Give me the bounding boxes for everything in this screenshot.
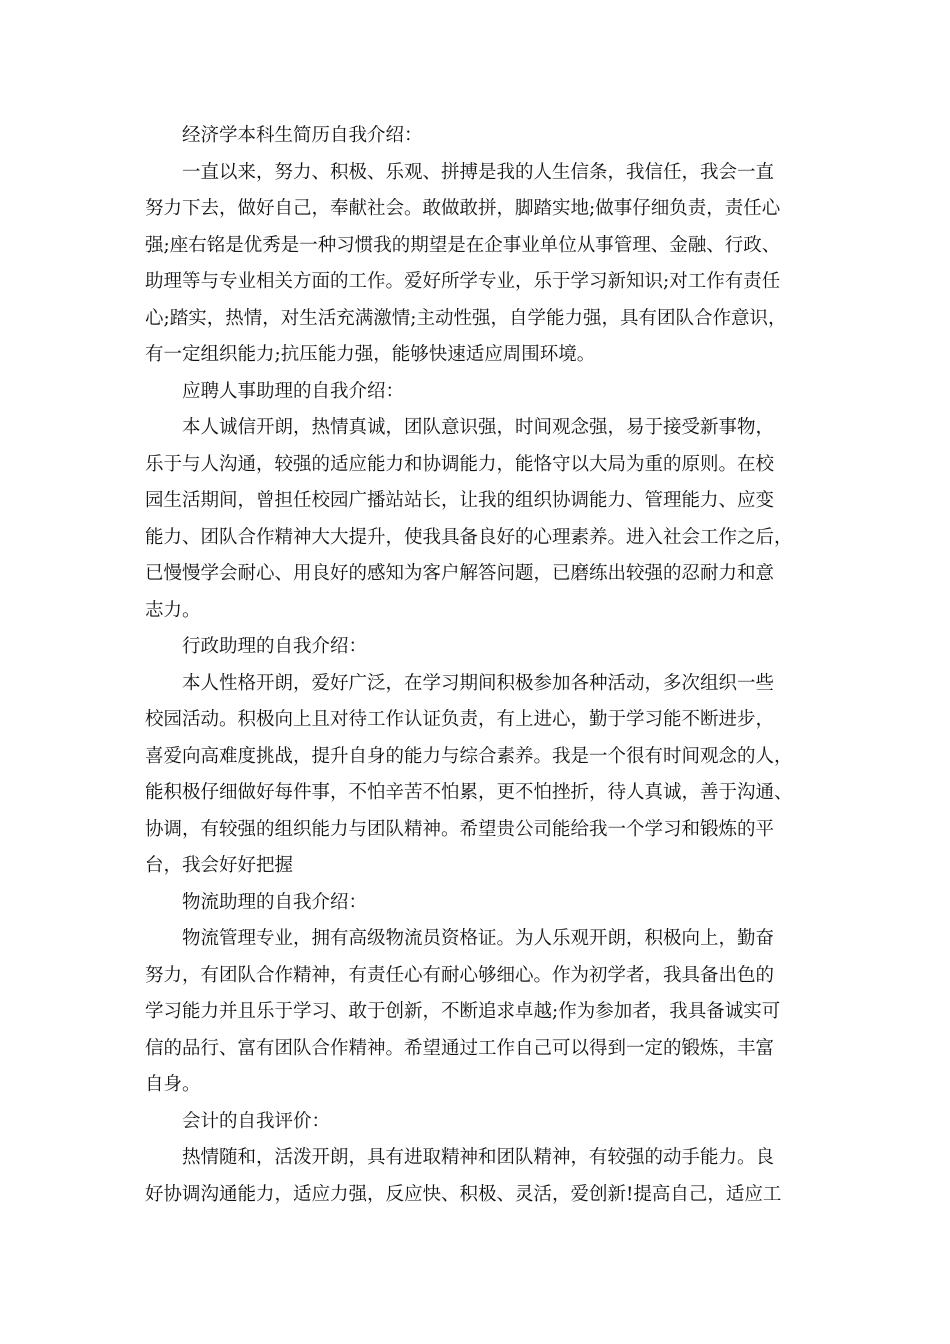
paragraph-line: 台，我会好好把握 (145, 855, 294, 876)
paragraph-first-line: 经济学本科生简历自我介绍： (182, 125, 423, 146)
paragraph-first-line: 物流管理专业，拥有高级物流员资格证。为人乐观开朗，积极向上，勤奋 (182, 928, 775, 949)
paragraph-first-line: 物流助理的自我介绍： (182, 891, 368, 913)
paragraph-first-line: 本人性格开朗，爱好广泛，在学习期间积极参加各种活动，多次组织一些 (182, 672, 775, 694)
paragraph-line: 学习能力并且乐于学习、敢于创新，不断追求卓越;作为参加者，我具备诚实可 (145, 1001, 781, 1022)
paragraph-line: 助理等与专业相关方面的工作。爱好所学专业，乐于学习新知识;对工作有责任 (145, 271, 781, 292)
paragraph-line: 信的品行、富有团队合作精神。希望通过工作自己可以得到一定的锻炼，丰富 (145, 1037, 775, 1059)
paragraph-line: 有一定组织能力;抗压能力强，能够快速适应周围环境。 (145, 344, 596, 365)
paragraph-first-line: 应聘人事助理的自我介绍： (182, 380, 405, 402)
paragraph-line: 心;踏实，热情，对生活充满激情;主动性强，自学能力强，具有团队合作意识， (145, 307, 787, 329)
paragraph-line: 园生活期间，曾担任校园广播站站长，让我的组织协调能力、管理能力、应变 (145, 490, 775, 511)
paragraph-line: 强;座右铭是优秀是一种习惯我的期望是在企事业单位从事管理、金融、行政、 (145, 234, 781, 256)
paragraph-line: 自身。 (145, 1074, 201, 1095)
paragraph-first-line: 热情随和，活泼开朗，具有进取精神和团队精神，有较强的动手能力。良 (182, 1147, 775, 1168)
paragraph-first-line: 会计的自我评价： (182, 1110, 331, 1132)
paragraph-first-line: 本人诚信开朗，热情真诚，团队意识强，时间观念强，易于接受新事物， (182, 417, 775, 438)
paragraph-line: 校园活动。积极向上且对待工作认证负责，有上进心，勤于学习能不断进步， (145, 709, 775, 730)
paragraph-line: 乐于与人沟通，较强的适应能力和协调能力，能恪守以大局为重的原则。在校 (145, 453, 775, 475)
paragraph-line: 喜爱向高难度挑战，提升自身的能力与综合素养。我是一个很有时间观念的人， (145, 745, 793, 767)
paragraph-line: 努力下去，做好自己，奉献社会。敢做敢拼，脚踏实地;做事仔细负责，责任心 (145, 198, 781, 219)
paragraph-line: 志力。 (145, 599, 201, 621)
paragraph-line: 努力，有团队合作精神，有责任心有耐心够细心。作为初学者，我具备出色的 (145, 964, 775, 986)
paragraph-line: 能积极仔细做好每件事，不怕辛苦不怕累，更不怕挫折，待人真诚，善于沟通、 (145, 782, 793, 803)
paragraph-line: 已慢慢学会耐心、用良好的感知为客户解答问题，已磨练出较强的忍耐力和意 (145, 563, 775, 584)
paragraph-line: 协调，有较强的组织能力与团队精神。希望贵公司能给我一个学习和锻炼的平 (145, 818, 775, 840)
paragraph-first-line: 一直以来，努力、积极、乐观、拼搏是我的人生信条，我信任，我会一直 (182, 161, 775, 183)
paragraph-line: 好协调沟通能力，适应力强，反应快、积极、灵活，爱创新!提高自己，适应工 (145, 1183, 782, 1205)
paragraph-line: 能力、团队合作精神大大提升，使我具备良好的心理素养。进入社会工作之后， (145, 526, 793, 548)
paragraph-first-line: 行政助理的自我介绍： (182, 636, 368, 657)
document-body (145, 118, 810, 1213)
